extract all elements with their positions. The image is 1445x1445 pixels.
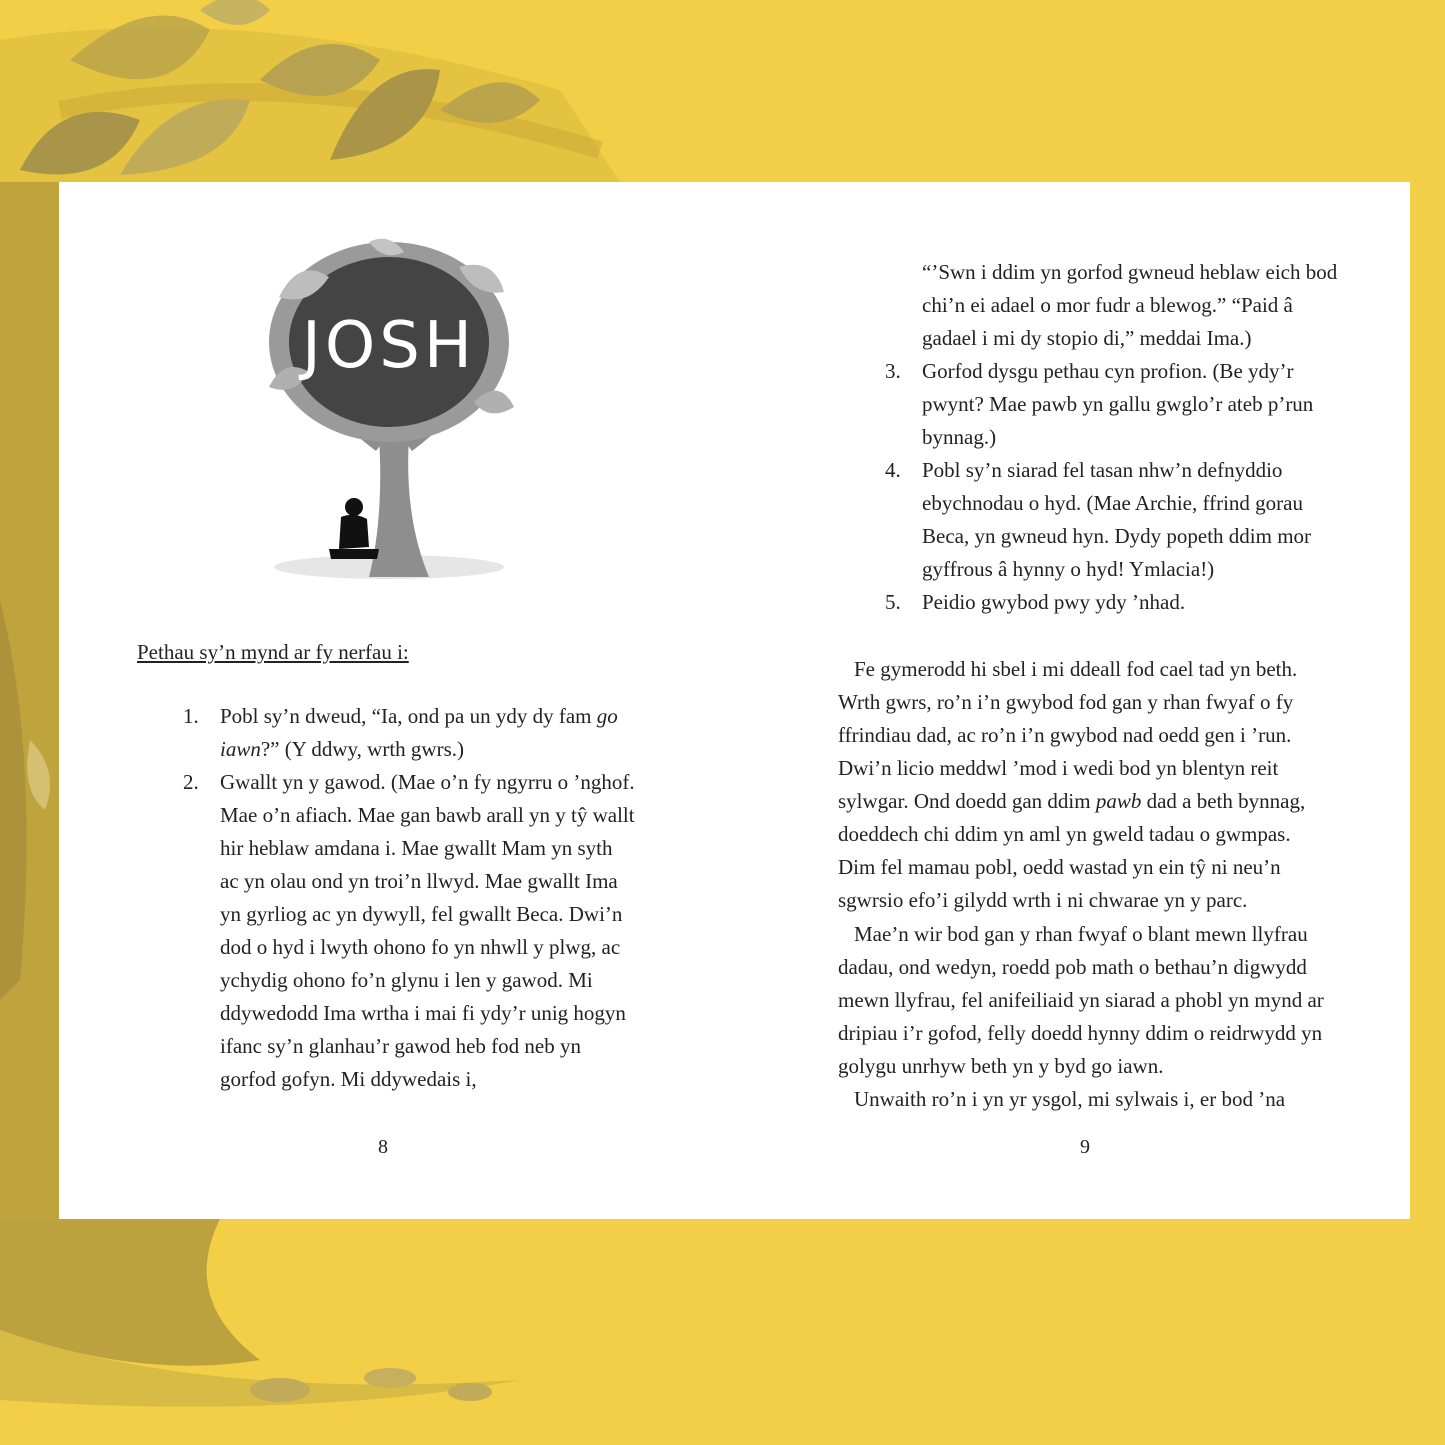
list-item: 4. Pobl sy’n siarad fel tasan nhw’n defnyddio ebychnodau o hyd. (Mae Archie, ffrind gorau Beca, yn gwneud hyn. Dydy popeth ddim mor gyffrous â hynny o hyd! Ymlacia!) — [922, 454, 1342, 586]
list-item-number: 4. — [885, 458, 901, 482]
body-paragraph: Fe gymerodd hi sbel i mi ddeall fod cael tad yn beth. Wrth gwrs, ro’n i’n gwybod fod gan y rhan fwyaf o fy ffrindiau dad, ac ro’n i’n gwybod nad oedd gen i ’run. Dwi’n licio meddwl ’mod i wedi bod yn blentyn reit sylwgar. Ond doedd gan ddim pawb dad a beth bynnag, doeddech chi ddim yn aml yn gweld tadau o gwmpas. Dim fel mamau pobl, oedd wastad yn ein tŷ ni neu’n sgwrsio efo’i gilydd wrth i ni chwarae yn y parc. — [838, 657, 1306, 912]
left-page — [59, 182, 734, 1219]
list-item-number: 3. — [885, 359, 901, 383]
annoyances-list-continued — [885, 355, 1342, 619]
list-item: 3. Gorfod dysgu pethau cyn profion. (Be ydy’r pwynt? Mae pawb yn gallu gwglo’r ateb p’run bynnag.) — [922, 355, 1342, 454]
tree-illustration — [259, 237, 519, 597]
list-item-number: 5. — [885, 590, 901, 614]
page-number: 9 — [1080, 1136, 1090, 1158]
list-item-number: 2. — [183, 770, 199, 794]
list-item-number: 1. — [183, 704, 199, 728]
book-spread — [59, 182, 1410, 1219]
right-page — [734, 182, 1410, 1219]
body-paragraph: Mae’n wir bod gan y rhan fwyaf o blant mewn llyfrau dadau, ond wedyn, roedd pob math o bethau’n digwydd mewn llyfrau, fel anifeiliaid yn siarad a phobl yn mynd ar dripiau i’r gofod, felly doedd hynny ddim o reidrwydd yn golygu unrhyw beth yn y byd go iawn. — [838, 922, 1324, 1078]
list-item: 1. Pobl sy’n dweud, “Ia, ond pa un ydy dy fam go iawn?” (Y ddwy, wrth gwrs.) — [220, 700, 635, 766]
list-continuation: “’Swn i ddim yn gorfod gwneud heblaw eich bod chi’n ei adael o mor fudr a blewog.” “Paid â gadael i mi dy stopio di,” meddai Ima.) — [922, 260, 1338, 350]
page-number: 8 — [378, 1136, 388, 1158]
list-item: 2. Gwallt yn y gawod. (Mae o’n fy ngyrru o ’nghof. Mae o’n afiach. Mae gan bawb arall yn y tŷ wallt hir heblaw amdana i. Mae gwallt Mam yn syth ac yn olau ond yn troi’n llwyd. Mae gwallt Ima yn gyrliog ac yn dywyll, fel gwallt Beca. Dwi’n dod o hyd i lwyth ohono fo yn nhwll y plwg, ac ychydig ohono fo’n glynu i len y gawod. Mi ddywedodd Ima wrtha i mai fi ydy’r unig hogyn ifanc sy’n glanhau’r gawod heb fod neb yn gorfod gofyn. Mi ddywedais i, — [220, 766, 635, 1096]
list-item: 5. Peidio gwybod pwy ydy ’nhad. — [922, 586, 1342, 619]
chapter-title: JOSH — [302, 309, 476, 383]
list-heading: Pethau sy’n mynd ar fy nerfau i: — [137, 640, 409, 664]
body-paragraph: Unwaith ro’n i yn yr ysgol, mi sylwais i, er bod ’na — [854, 1087, 1286, 1111]
annoyances-list — [183, 700, 635, 1096]
